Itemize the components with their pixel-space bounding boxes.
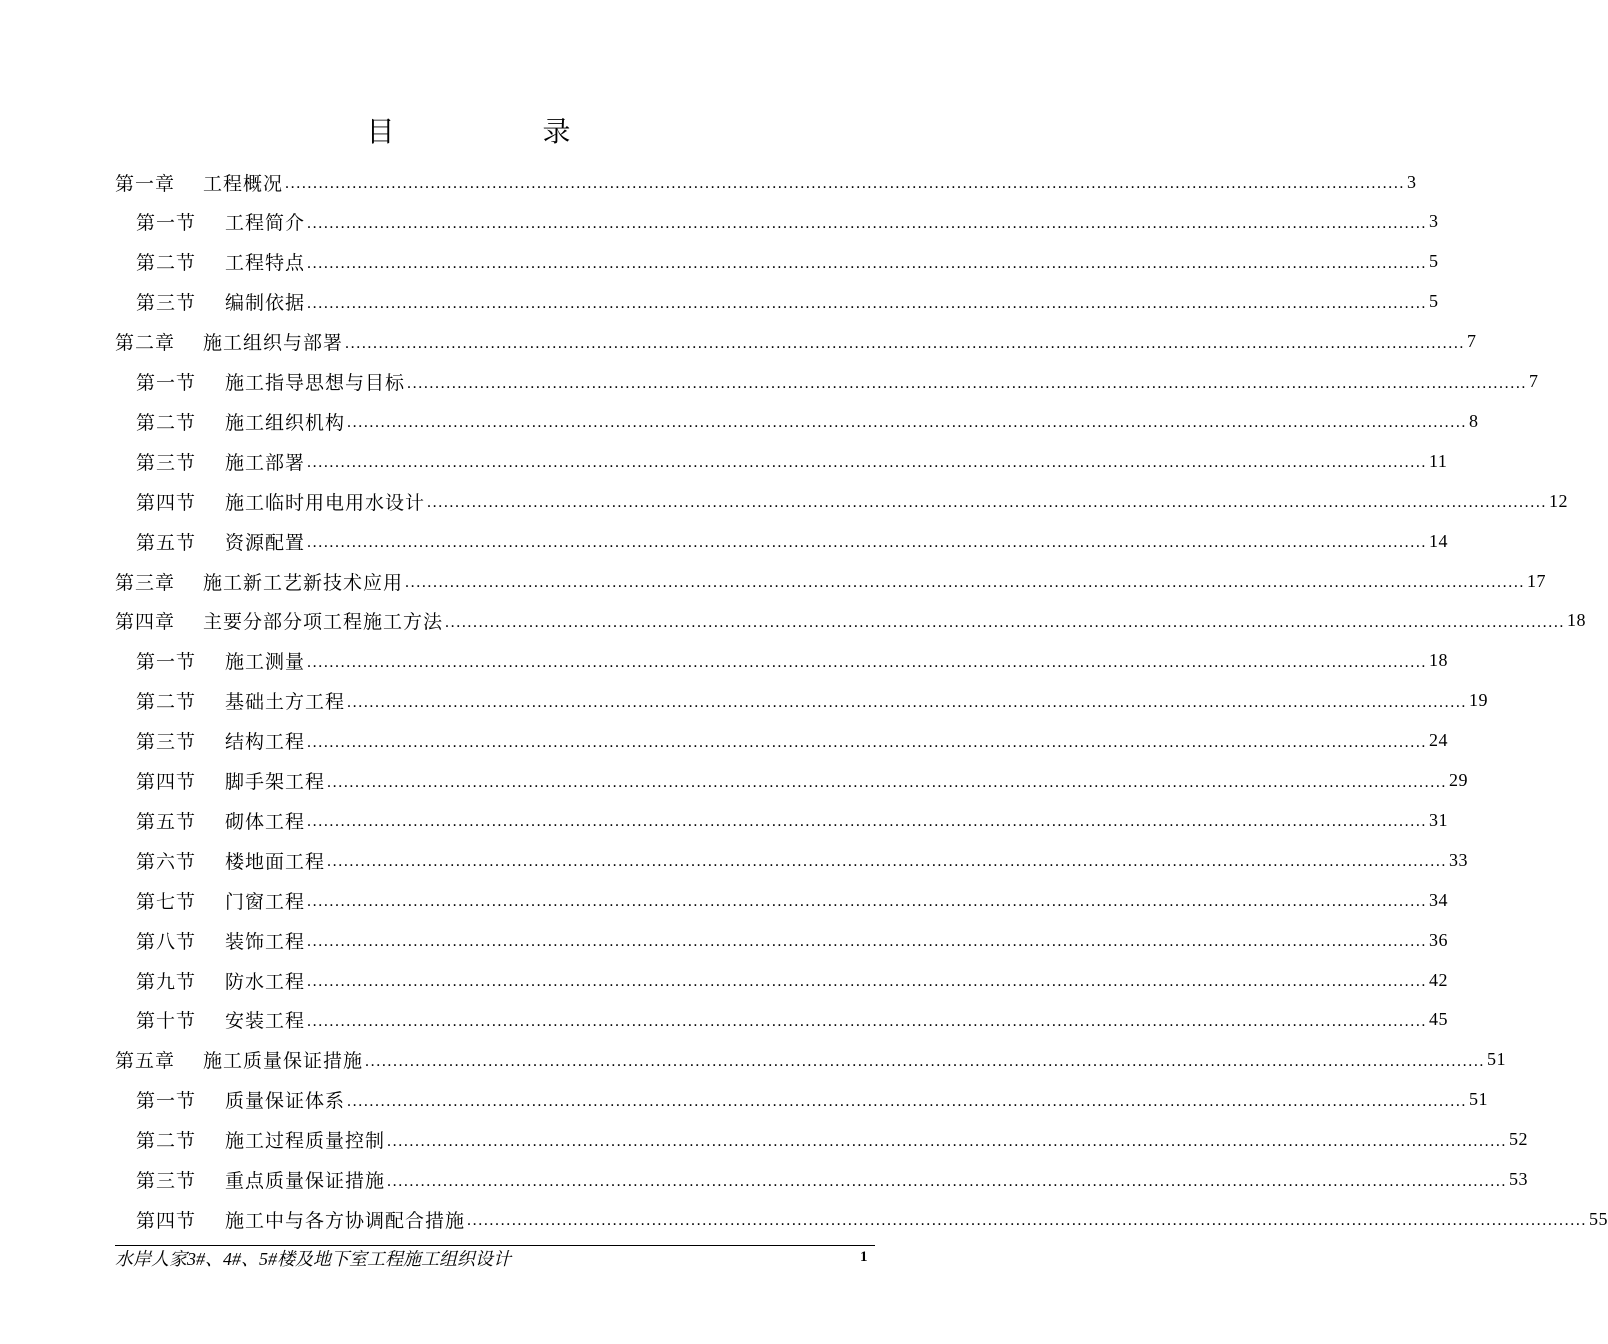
toc-entry-label: 砌体工程	[225, 810, 306, 833]
toc-entry-label: 施工组织与部署	[203, 332, 344, 355]
toc-leader-dots: ........................................................................................................................................................................................................	[307, 893, 1428, 911]
toc-entry-page: 18	[1567, 610, 1587, 631]
toc-leader-dots: ........................................................................................................................................................................................................	[307, 214, 1428, 232]
toc-entry-label: 工程特点	[225, 252, 306, 275]
toc-section-entry[interactable]	[136, 481, 1569, 521]
toc-leader-dots: ........................................................................................................................................................................................................	[327, 773, 1448, 791]
footer-page-number: 1	[860, 1249, 868, 1265]
toc-chapter-entry[interactable]	[115, 162, 1417, 202]
toc-section-entry[interactable]	[136, 282, 1439, 322]
toc-section-entry[interactable]	[136, 1000, 1449, 1040]
toc-leader-dots: ........................................................................................................................................................................................................	[307, 294, 1428, 312]
toc-section-entry[interactable]	[136, 242, 1439, 282]
toc-entry-page: 51	[1469, 1089, 1489, 1110]
toc-entry-label: 编制依据	[225, 292, 306, 315]
toc-entry-label: 工程概况	[203, 172, 284, 195]
toc-entry-number: 第二节	[136, 252, 197, 275]
toc-leader-dots: ........................................................................................................................................................................................................	[285, 175, 1406, 192]
toc-entry-number: 第三章	[115, 571, 176, 594]
toc-entry-label: 安装工程	[225, 1010, 306, 1033]
toc-entry-number: 第三节	[136, 451, 197, 474]
toc-entry-label: 防水工程	[225, 970, 306, 993]
toc-entry-page: 55	[1589, 1208, 1608, 1229]
toc-section-entry[interactable]	[136, 1120, 1529, 1160]
toc-entry-page: 52	[1509, 1129, 1529, 1150]
toc-leader-dots: ........................................................................................................................................................................................................	[445, 613, 1566, 631]
toc-leader-dots: ........................................................................................................................................................................................................	[407, 374, 1528, 392]
toc-entry-label: 施工过程质量控制	[225, 1130, 386, 1153]
toc-leader-dots: ........................................................................................................................................................................................................	[365, 1052, 1486, 1070]
toc-leader-dots: ........................................................................................................................................................................................................	[307, 254, 1428, 272]
toc-entry-label: 主要分部分项工程施工方法	[203, 611, 444, 634]
toc-entry-number: 第三节	[136, 292, 197, 315]
toc-entry-page: 36	[1429, 929, 1449, 950]
footer-document-title: 水岸人家3#、4#、5#楼及地下室工程施工组织设计	[115, 1249, 511, 1269]
toc-entry-label: 施工指导思想与目标	[225, 372, 406, 394]
toc-entry-number: 第七节	[136, 890, 197, 913]
toc-entry-page: 3	[1429, 211, 1439, 232]
toc-section-entry[interactable]	[136, 441, 1448, 481]
toc-section-entry[interactable]	[136, 800, 1449, 840]
toc-entry-number: 第一节	[136, 1090, 197, 1113]
toc-leader-dots: ........................................................................................................................................................................................................	[347, 693, 1468, 711]
toc-entry-number: 第二节	[136, 411, 197, 434]
toc-entry-label: 基础土方工程	[225, 691, 346, 714]
toc-leader-dots: ........................................................................................................................................................................................................	[307, 973, 1428, 990]
toc-entry-page: 53	[1509, 1169, 1529, 1189]
toc-leader-dots: ........................................................................................................................................................................................................	[307, 454, 1428, 472]
toc-entry-page: 42	[1429, 969, 1449, 990]
toc-entry-label: 工程简介	[225, 212, 306, 235]
toc-entry-number: 第二节	[136, 1130, 197, 1153]
toc-leader-dots: ........................................................................................................................................................................................................	[347, 1092, 1468, 1110]
toc-entry-number: 第三节	[136, 731, 197, 754]
toc-entry-number: 第二章	[115, 332, 176, 355]
toc-entry-number: 第一章	[115, 172, 176, 195]
toc-leader-dots: ........................................................................................................................................................................................................	[467, 1212, 1588, 1230]
toc-entry-number: 第六节	[136, 850, 197, 873]
toc-entry-number: 第九节	[136, 970, 197, 993]
toc-entry-page: 7	[1467, 331, 1477, 352]
toc-leader-dots: ........................................................................................................................................................................................................	[387, 1132, 1508, 1150]
toc-entry-number: 第十节	[136, 1010, 197, 1033]
toc-entry-page: 31	[1429, 809, 1449, 830]
toc-entry-page: 3	[1407, 171, 1417, 192]
toc-entry-number: 第五章	[115, 1050, 176, 1073]
toc-entry-label: 施工组织机构	[225, 411, 346, 434]
toc-section-entry[interactable]	[136, 761, 1469, 801]
toc-entry-number: 第一节	[136, 212, 197, 235]
toc-entry-number: 第四节	[136, 771, 197, 793]
toc-entry-number: 第三节	[136, 1170, 197, 1192]
toc-section-entry[interactable]	[136, 641, 1449, 681]
toc-leader-dots: ........................................................................................................................................................................................................	[347, 414, 1468, 432]
toc-leader-dots: ........................................................................................................................................................................................................	[307, 653, 1428, 671]
toc-leader-dots: ........................................................................................................................................................................................................	[307, 534, 1428, 552]
toc-entry-page: 14	[1429, 530, 1449, 551]
toc-section-entry[interactable]	[136, 880, 1449, 920]
toc-entry-page: 12	[1549, 490, 1569, 511]
toc-leader-dots: ........................................................................................................................................................................................................	[307, 733, 1428, 751]
toc-entry-page: 18	[1429, 650, 1449, 671]
toc-entry-page: 33	[1449, 849, 1469, 870]
toc-entry-label: 施工中与各方协调配合措施	[225, 1209, 466, 1232]
toc-entry-label: 施工测量	[225, 651, 306, 674]
toc-leader-dots: ........................................................................................................................................................................................................	[307, 813, 1428, 831]
toc-section-entry[interactable]	[136, 401, 1479, 441]
toc-entry-page: 5	[1429, 251, 1439, 272]
toc-entry-page: 29	[1449, 770, 1469, 790]
toc-entry-label: 施工新工艺新技术应用	[203, 571, 404, 594]
toc-leader-dots: ........................................................................................................................................................................................................	[327, 853, 1448, 871]
toc-entry-page: 11	[1429, 450, 1448, 471]
toc-entry-page: 24	[1429, 730, 1449, 751]
toc-entry-page: 8	[1469, 410, 1479, 431]
toc-section-entry[interactable]	[136, 1160, 1529, 1200]
toc-entry-page: 5	[1429, 291, 1439, 312]
toc-leader-dots: ........................................................................................................................................................................................................	[307, 1012, 1428, 1030]
toc-entry-number: 第五节	[136, 531, 197, 554]
toc-entry-page: 7	[1529, 371, 1539, 391]
toc-chapter-entry[interactable]	[115, 1040, 1507, 1080]
toc-entry-label: 结构工程	[225, 731, 306, 754]
toc-leader-dots: ........................................................................................................................................................................................................	[345, 334, 1466, 352]
toc-entry-label: 资源配置	[225, 531, 306, 554]
toc-leader-dots: ........................................................................................................................................................................................................	[427, 494, 1548, 512]
toc-entry-label: 门窗工程	[225, 890, 306, 913]
toc-entry-label: 重点质量保证措施	[225, 1170, 386, 1192]
toc-entry-page: 34	[1429, 889, 1449, 910]
toc-section-entry[interactable]	[136, 202, 1439, 242]
toc-entry-label: 楼地面工程	[225, 850, 326, 873]
toc-section-entry[interactable]	[136, 960, 1449, 1000]
toc-section-entry[interactable]	[136, 721, 1449, 761]
toc-leader-dots: ........................................................................................................................................................................................................	[405, 574, 1526, 591]
toc-section-entry[interactable]	[136, 1199, 1608, 1239]
toc-entry-number: 第四节	[136, 1209, 197, 1232]
toc-entry-number: 第四节	[136, 491, 197, 514]
toc-section-entry[interactable]	[136, 521, 1449, 561]
toc-entry-number: 第一节	[136, 651, 197, 674]
toc-entry-label: 施工部署	[225, 451, 306, 474]
toc-section-entry[interactable]	[136, 840, 1469, 880]
toc-entry-page: 17	[1527, 570, 1547, 591]
toc-entry-label: 施工质量保证措施	[203, 1050, 364, 1073]
toc-entry-page: 51	[1487, 1049, 1507, 1070]
toc-entry-number: 第八节	[136, 930, 197, 953]
toc-entry-number: 第一节	[136, 372, 197, 394]
toc-leader-dots: ........................................................................................................................................................................................................	[387, 1172, 1508, 1190]
toc-section-entry[interactable]	[136, 362, 1539, 402]
toc-entry-number: 第四章	[115, 611, 176, 634]
page-title: 目 录	[366, 115, 631, 148]
toc-section-entry[interactable]	[136, 920, 1449, 960]
toc-entry-number: 第五节	[136, 810, 197, 833]
toc-chapter-entry[interactable]	[115, 561, 1547, 601]
toc-entry-page: 45	[1429, 1009, 1449, 1030]
toc-leader-dots: ........................................................................................................................................................................................................	[307, 933, 1428, 951]
toc-entry-label: 装饰工程	[225, 930, 306, 953]
toc-chapter-entry[interactable]	[115, 322, 1477, 362]
toc-chapter-entry[interactable]	[115, 601, 1587, 641]
toc-entry-label: 施工临时用电用水设计	[225, 491, 426, 514]
toc-entry-label: 脚手架工程	[225, 771, 326, 793]
toc-entry-page: 19	[1469, 690, 1489, 711]
toc-section-entry[interactable]	[136, 1080, 1489, 1120]
toc-entry-label: 质量保证体系	[225, 1090, 346, 1113]
toc-section-entry[interactable]	[136, 681, 1489, 721]
toc-entry-number: 第二节	[136, 691, 197, 714]
